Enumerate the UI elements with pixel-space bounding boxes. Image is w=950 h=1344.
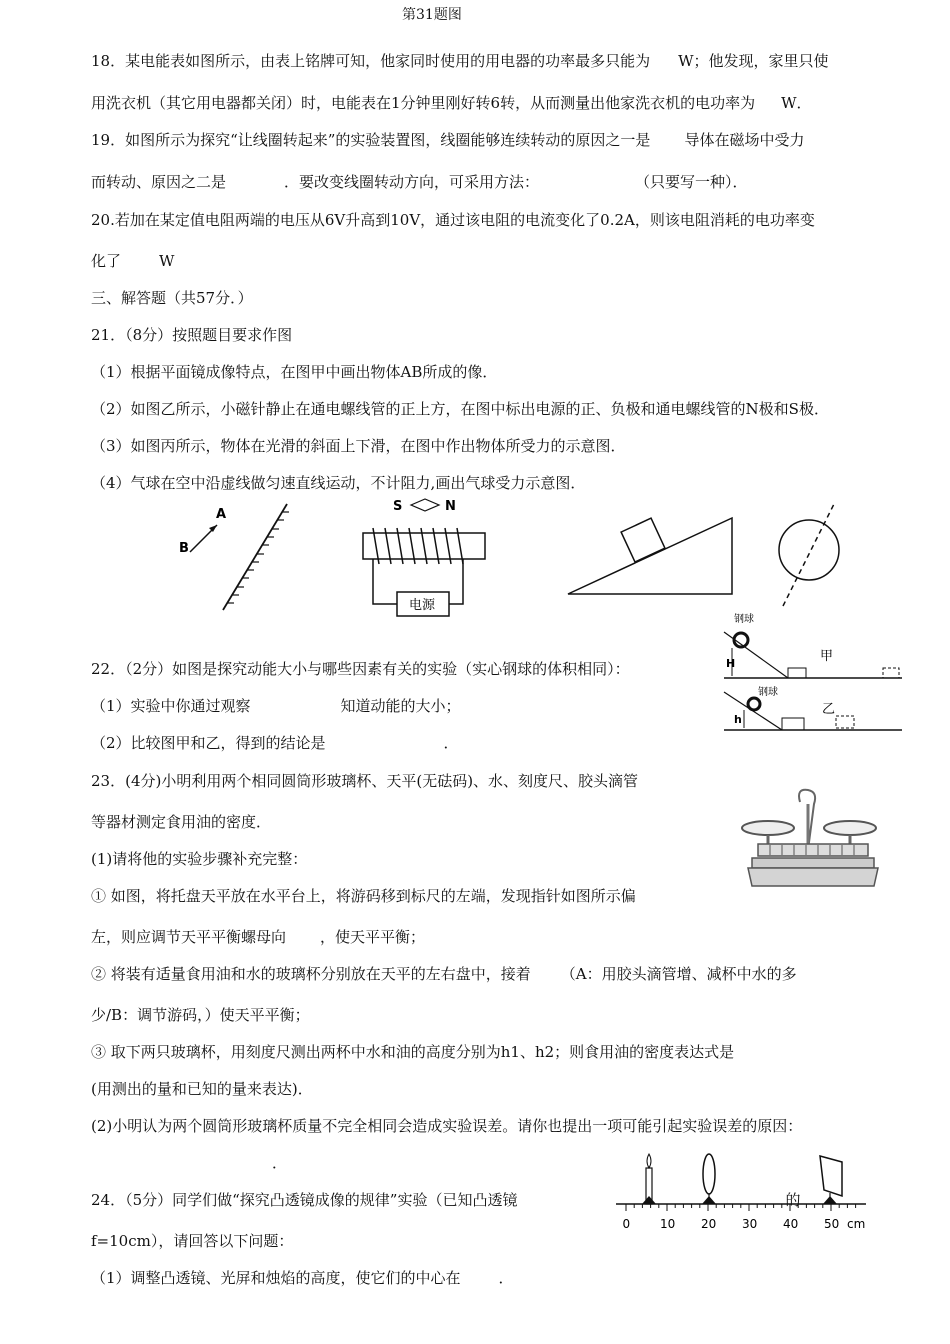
light-screen (820, 1156, 842, 1196)
label-n: N (445, 499, 456, 514)
motion-path (783, 502, 835, 606)
label-a: A (216, 507, 227, 522)
label-h-big: H (726, 657, 736, 670)
label-h-small: h (734, 713, 742, 726)
q20-line-2: 化了 W (91, 252, 175, 270)
mirror-figure (175, 500, 300, 618)
q21-title: 21．（8分）按照题目要求作图 (91, 326, 293, 344)
q20-line-1: 20.若加在某定值电阻两端的电压从6V升高到10V，通过该电阻的电流变化了0.2A，则该电阻消耗的电功率变 (91, 211, 815, 229)
bench-tick-label: 10 (660, 1217, 676, 1231)
label-yi: 乙 (822, 702, 836, 717)
sliding-block (621, 518, 665, 562)
q23-line-2: 等器材测定食用油的密度． (91, 813, 272, 831)
ball-label-bottom: 钢球 (758, 687, 778, 698)
q18-line-2: 用洗衣机（其它用电器都关闭）时，电能表在1分钟里刚好转6转，从而测量出他家洗衣机的电功率为 W． (91, 94, 812, 112)
q23-line-9: (用测出的量和已知的量来表达)． (91, 1080, 313, 1098)
bench-unit: cm (847, 1217, 866, 1231)
q19-line-1: 19．如图所示为探究“让线圈转起来”的实验装置图，线圈能够连续转动的原因之一是 导体在磁场中受力 (91, 131, 805, 149)
label-s: S (393, 499, 403, 514)
solenoid-figure (355, 495, 495, 620)
compass-needle (411, 499, 439, 511)
balance-figure (738, 782, 888, 894)
q22-title: 22．（2分）如图是探究动能大小与哪些因素有关的实验（实心钢球的体积相同）： (91, 660, 630, 678)
bench-tick-label: 40 (783, 1217, 799, 1231)
q23-line-5: 左，则应调节天平平衡螺母向 ，使天平平衡； (91, 928, 426, 946)
kinetic-experiment-figure (718, 612, 908, 736)
q21-part-4: （4）气球在空中沿虚线做匀速直线运动，不计阻力,画出气球受力示意图． (91, 474, 586, 492)
q21-part-3: （3）如图丙所示，物体在光滑的斜面上下滑，在图中作出物体所受力的示意图． (91, 437, 626, 455)
bench-tick-label: 0 (622, 1217, 631, 1231)
bench-tick-label: 30 (742, 1217, 758, 1231)
q22-part-2: （2）比较图甲和乙，得到的结论是 ． (91, 734, 459, 752)
bench-tick-label: 50 (824, 1217, 840, 1231)
balloon-figure (775, 498, 845, 610)
convex-lens (703, 1154, 715, 1194)
bench-tick-label: 20 (701, 1217, 717, 1231)
q24-line-3: （1）调整凸透镜、光屏和烛焰的高度，使它们的中心在 ． (91, 1269, 514, 1287)
q23-line-8: ③ 取下两只玻璃杯，用刻度尺测出两杯中水和油的高度分别为h1、h2；则食用油的密度表达式是 (91, 1043, 735, 1061)
q23-line-1: 23．(4分)小明利用两个相同圆筒形玻璃杯、天平(无砝码)、水、刻度尺、胶头滴管 (91, 772, 639, 790)
balloon (779, 520, 839, 580)
q23-line-6: ② 将装有适量食用油和水的玻璃杯分别放在天平的左右盘中，接着 （A：用胶头滴管增、减杯中水的多 (91, 965, 797, 983)
figure-caption: 第31题图 (402, 7, 462, 23)
q22-part-1: （1）实验中你通过观察 知道动能的大小； (91, 697, 461, 715)
q21-part-2: （2）如图乙所示，小磁针静止在通电螺线管的正上方，在图中标出电源的正、负极和通电螺线管的N极和S极． (91, 400, 829, 418)
ball-label-top: 钢球 (734, 614, 754, 625)
q19-line-2: 而转动、原因之二是 ．要改变线圈转动方向，可采用方法： （只要写一种）． (91, 173, 748, 191)
q23-line-11: ． (272, 1154, 288, 1172)
q24-line-2: f=10cm），请回答以下问题： (91, 1232, 294, 1250)
power-label: 电源 (409, 598, 436, 613)
q23-line-3: (1)请将他的实验步骤补充完整： (91, 850, 308, 868)
q23-line-4: ① 如图，将托盘天平放在水平台上，将游码移到标尺的左端，发现指针如图所示偏 (91, 887, 636, 905)
incline-figure (560, 510, 740, 600)
section-title: 三、解答题（共57分．） (91, 289, 253, 307)
q23-line-10: (2)小明认为两个圆筒形玻璃杯质量不完全相同会造成实验误差。请你也提出一项可能引起实验误差的原因： (91, 1117, 803, 1135)
q24-line-1: 24．（5分）同学们做“探究凸透镜成像的规律”实验（已知凸透镜 的 (91, 1191, 801, 1209)
label-jia: 甲 (820, 649, 834, 664)
label-b: B (179, 541, 189, 556)
q18-line-1: 18．某电能表如图所示，由表上铭牌可知，他家同时使用的用电器的功率最多只能为 W；他发现，家里只使 (91, 52, 829, 70)
q21-part-1: （1）根据平面镜成像特点，在图甲中画出物体AB所成的像． (91, 363, 498, 381)
q23-line-7: 少/B：调节游码，）使天平平衡； (91, 1006, 310, 1024)
